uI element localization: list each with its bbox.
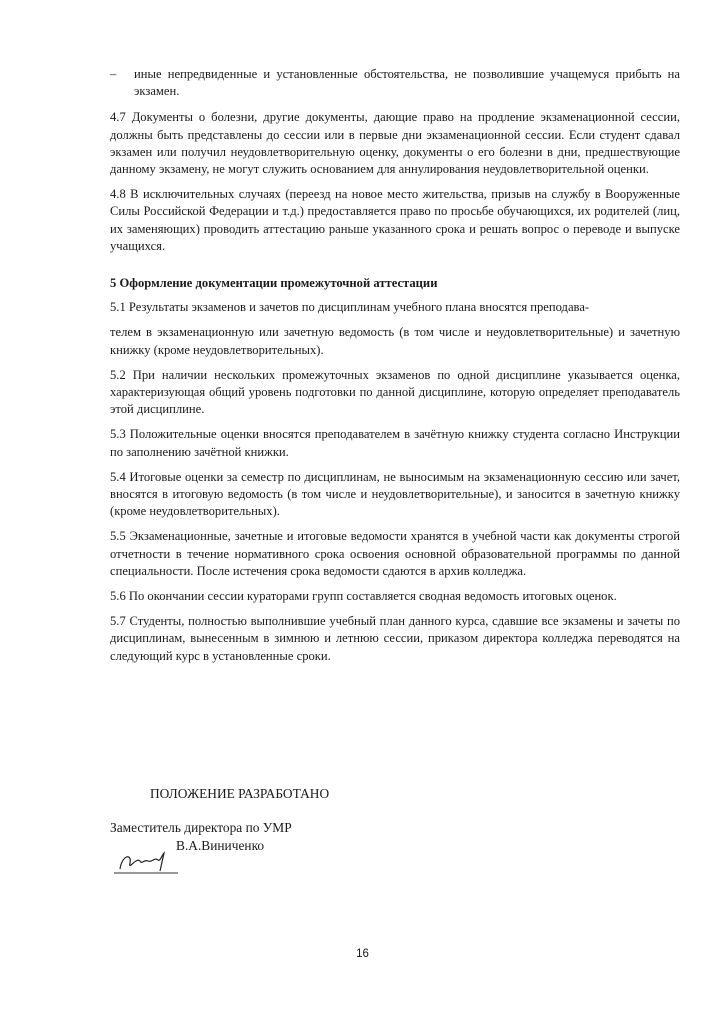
signature-block	[110, 785, 470, 855]
document-body	[110, 66, 680, 673]
paragraph-5-3: 5.3 Положительные оценки вносятся преподавателем в зачётную книжку студента согласно Инструкции по заполнению зачётной книжки.	[110, 427, 680, 459]
section-heading: 5 Оформление документации промежуточной аттестации	[110, 276, 438, 291]
paragraph-5-4: 5.4 Итоговые оценки за семестр по дисциплинам, не выносимым на экзаменационную сессию или зачет, вносятся в итоговую ведомость (в том числе и неудовлетворительные), и заносится в зачетную книжку (кроме неудовлетворительных).	[110, 469, 680, 519]
paragraph-5-5: 5.5 Экзаменационные, зачетные и итоговые ведомости хранятся в учебной части как документы строгой отчетности в течение нормативного срока освоения основной образовательной программы по данной специальности. После истечения срока ведомости сдаются в архив колледжа.	[110, 529, 680, 578]
paragraph-5-7: 5.7 Студенты, полностью выполнившие учебный план данного курса, сдавшие все экзамены и зачеты по дисциплинам, вынесенным в зимнюю и летнюю сессии, приказом директора колледжа переводятся на следующий курс в установленные сроки.	[110, 614, 680, 663]
paragraph-5-1-continued: телем в экзаменационную или зачетную ведомость (в том числе и неудовлетворительные) и зачетную книжку (кроме неудовлетворительных).	[110, 325, 680, 357]
bullet-item	[110, 66, 680, 100]
bullet-text: иные непредвиденные и установленные обстоятельства, не позволившие учащемуся прибыть на экзамен.	[134, 67, 680, 99]
paragraph-4-7: 4.7 Документы о болезни, другие документы, дающие право на продление экзаменационной сессии, должны быть представлены до сессии или в первые дни экзаменационной сессии. Если студент сдавал экзамен или получил неудовлетворительную оценку, документы о его болезни в дни, предшествующие данному экзамену, не могут служить основанием для аннулирования неудовлетворительной оценки.	[110, 110, 680, 177]
signer-name: В.А.Виниченко	[176, 838, 265, 853]
paragraph-5-2: 5.2 При наличии нескольких промежуточных экзаменов по одной дисциплине указывается оценка, характеризующая общий уровень подготовки по данной дисциплине, которую определяет преподаватель этой дисциплине.	[110, 367, 680, 417]
signer-position: Заместитель директора по УМР	[110, 820, 292, 835]
handwritten-signature-icon	[112, 851, 184, 877]
signature-line	[110, 837, 470, 855]
paragraph-4-8: 4.8 В исключительных случаях (переезд на новое место жительства, призыв на службу в Вооруженные Силы Российской Федерации и т.д.) предоставляется право по просьбе обучающихся, их родителей (лиц, их заменяющих) проводить аттестацию раньше указанного срока и решать вопрос о переводе и выпуске учащихся.	[110, 187, 680, 253]
approval-title: ПОЛОЖЕНИЕ РАЗРАБОТАНО	[150, 786, 330, 801]
paragraph-5-1: 5.1 Результаты экзаменов и зачетов по дисциплинам учебного плана вносятся преподава-	[110, 300, 590, 315]
bullet-dash: –	[110, 67, 117, 81]
paragraph-5-6: 5.6 По окончании сессии кураторами групп составляется сводная ведомость итоговых оценок.	[110, 589, 617, 604]
page-number: 16	[356, 948, 369, 960]
